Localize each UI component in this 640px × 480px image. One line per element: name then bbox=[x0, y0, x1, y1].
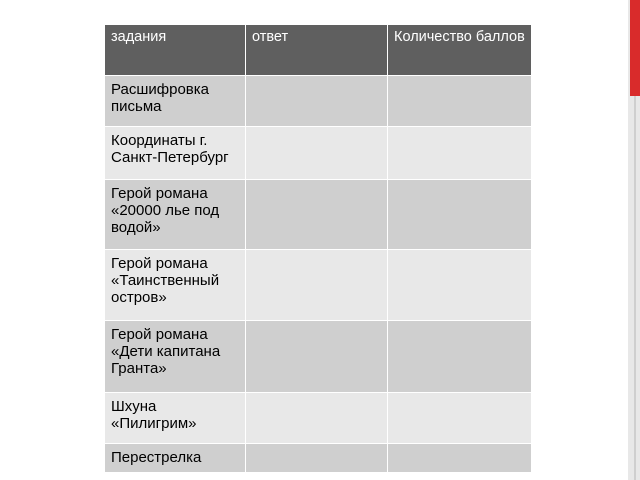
header-points: Количество баллов bbox=[388, 25, 532, 76]
table-row bbox=[105, 393, 532, 444]
edge-accent-bar bbox=[630, 0, 640, 96]
table-row bbox=[105, 76, 532, 127]
answer-cell[interactable] bbox=[246, 321, 388, 393]
points-cell[interactable] bbox=[388, 250, 532, 321]
table-header-row bbox=[105, 25, 532, 76]
answer-cell[interactable] bbox=[246, 250, 388, 321]
task-cell: Герой романа «Таинственный остров» bbox=[105, 250, 246, 321]
points-cell[interactable] bbox=[388, 180, 532, 250]
header-tasks: задания bbox=[105, 25, 246, 76]
points-cell[interactable] bbox=[388, 393, 532, 444]
header-answer: ответ bbox=[246, 25, 388, 76]
answer-cell[interactable] bbox=[246, 76, 388, 127]
answer-cell[interactable] bbox=[246, 180, 388, 250]
table-row bbox=[105, 321, 532, 393]
task-cell: Перестрелка bbox=[105, 444, 246, 473]
task-cell: Координаты г. Санкт-Петербург bbox=[105, 127, 246, 180]
task-cell: Герой романа «Дети капитана Гранта» bbox=[105, 321, 246, 393]
task-cell: Шхуна «Пилигрим» bbox=[105, 393, 246, 444]
task-cell: Расшифровка письма bbox=[105, 76, 246, 127]
table-row bbox=[105, 127, 532, 180]
points-cell[interactable] bbox=[388, 127, 532, 180]
task-cell: Герой романа «20000 лье под водой» bbox=[105, 180, 246, 250]
answer-cell[interactable] bbox=[246, 393, 388, 444]
answer-cell[interactable] bbox=[246, 127, 388, 180]
points-cell[interactable] bbox=[388, 76, 532, 127]
points-cell[interactable] bbox=[388, 321, 532, 393]
answer-cell[interactable] bbox=[246, 444, 388, 473]
points-cell[interactable] bbox=[388, 444, 532, 473]
score-table bbox=[104, 24, 532, 473]
table-row bbox=[105, 180, 532, 250]
edge-divider-line bbox=[634, 96, 636, 480]
table-row bbox=[105, 444, 532, 473]
table-row bbox=[105, 250, 532, 321]
